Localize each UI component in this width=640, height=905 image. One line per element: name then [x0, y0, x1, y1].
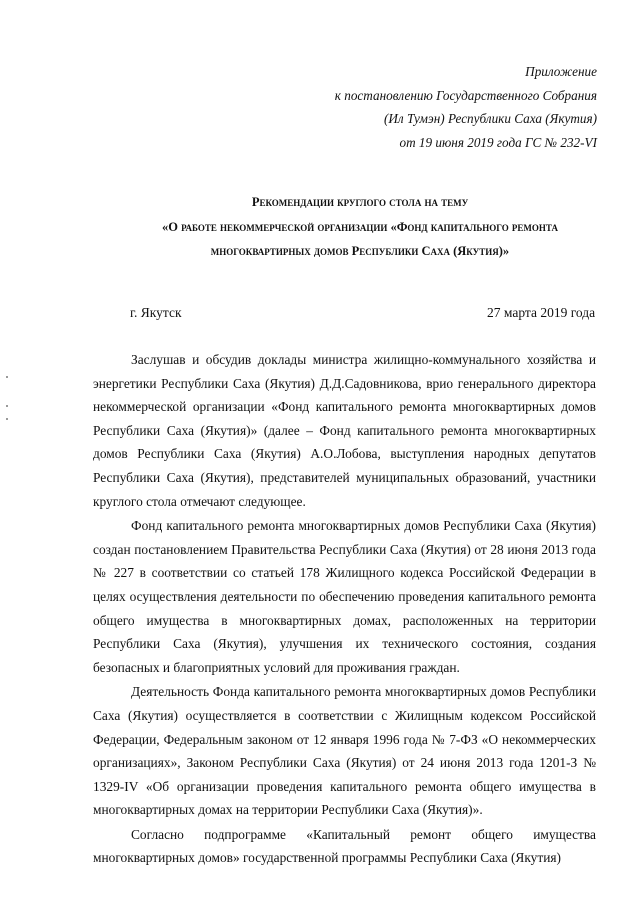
- appendix-line: к постановлению Государственного Собрания: [334, 87, 597, 103]
- title-line: Рекомендации круглого стола на тему: [251, 195, 469, 209]
- scan-mark: [6, 418, 8, 420]
- body-text: [93, 348, 596, 871]
- scan-mark: [6, 376, 8, 378]
- title-line: многоквартирных домов Республики Саха (Якутия)»: [210, 244, 510, 258]
- date: 27 марта 2019 года: [487, 305, 596, 320]
- title-line: «О работе некоммерческой организации «Фонд капитального ремонта: [162, 219, 558, 234]
- place: г. Якутск: [130, 305, 182, 320]
- appendix-line: от 19 июня 2019 года ГС № 232-VI: [399, 134, 597, 150]
- scan-mark: [6, 405, 8, 407]
- paragraph: Фонд капитального ремонта многоквартирных домов Республики Саха (Якутия) создан постановлением Правительства Республики Саха (Якутия) от 28 июня 2013 года № 227 в соответствии со статьей 178 Жилищного кодекса Российской Федерации в целях осуществления деятельности по обеспечению проведения капитального ремонта общего имущества в многоквартирных домах, расположенных на территории Республики Саха (Якутия), улучшения их технического состояния, создания безопасных и благоприятных условий для проживания граждан.: [93, 518, 596, 675]
- paragraph: Согласно подпрограмме «Капитальный ремонт общего имущества многоквартирных домов» государственной программы Республики Саха (Якутия): [93, 826, 596, 866]
- paragraph: Деятельность Фонда капитального ремонта многоквартирных домов Республики Саха (Якутия) осуществляется в соответствии с Жилищным кодексом Российской Федерации, Федеральным законом от 12 января 1996 года № 7-ФЗ «О некоммерческих организациях», Законом Республики Саха (Якутия) от 24 июня 2013 года 1201-З № 1329-IV «Об организации проведения капитального ремонта общего имущества в многоквартирных домах на территории Республики Саха (Якутия)».: [93, 684, 596, 818]
- appendix-line: (Ил Тумэн) Республики Саха (Якутия): [383, 111, 597, 126]
- document-title: [0, 190, 640, 264]
- paragraph: Заслушав и обсудив доклады министра жилищно-коммунального хозяйства и энергетики Республики Саха (Якутия) Д.Д.Садовникова, врио генерального директора некоммерческой организации «Фонд капитального ремонта многоквартирных домов Республики Саха (Якутия)» (далее – Фонд капитального ремонта многоквартирных домов Республики Саха (Якутия) А.О.Лобова, выступления народных депутатов Республики Саха (Якутия), представителей муниципальных образований, участники круглого стола отмечают следующее.: [93, 352, 596, 509]
- appendix-block: [335, 60, 597, 154]
- appendix-line: Приложение: [525, 64, 597, 79]
